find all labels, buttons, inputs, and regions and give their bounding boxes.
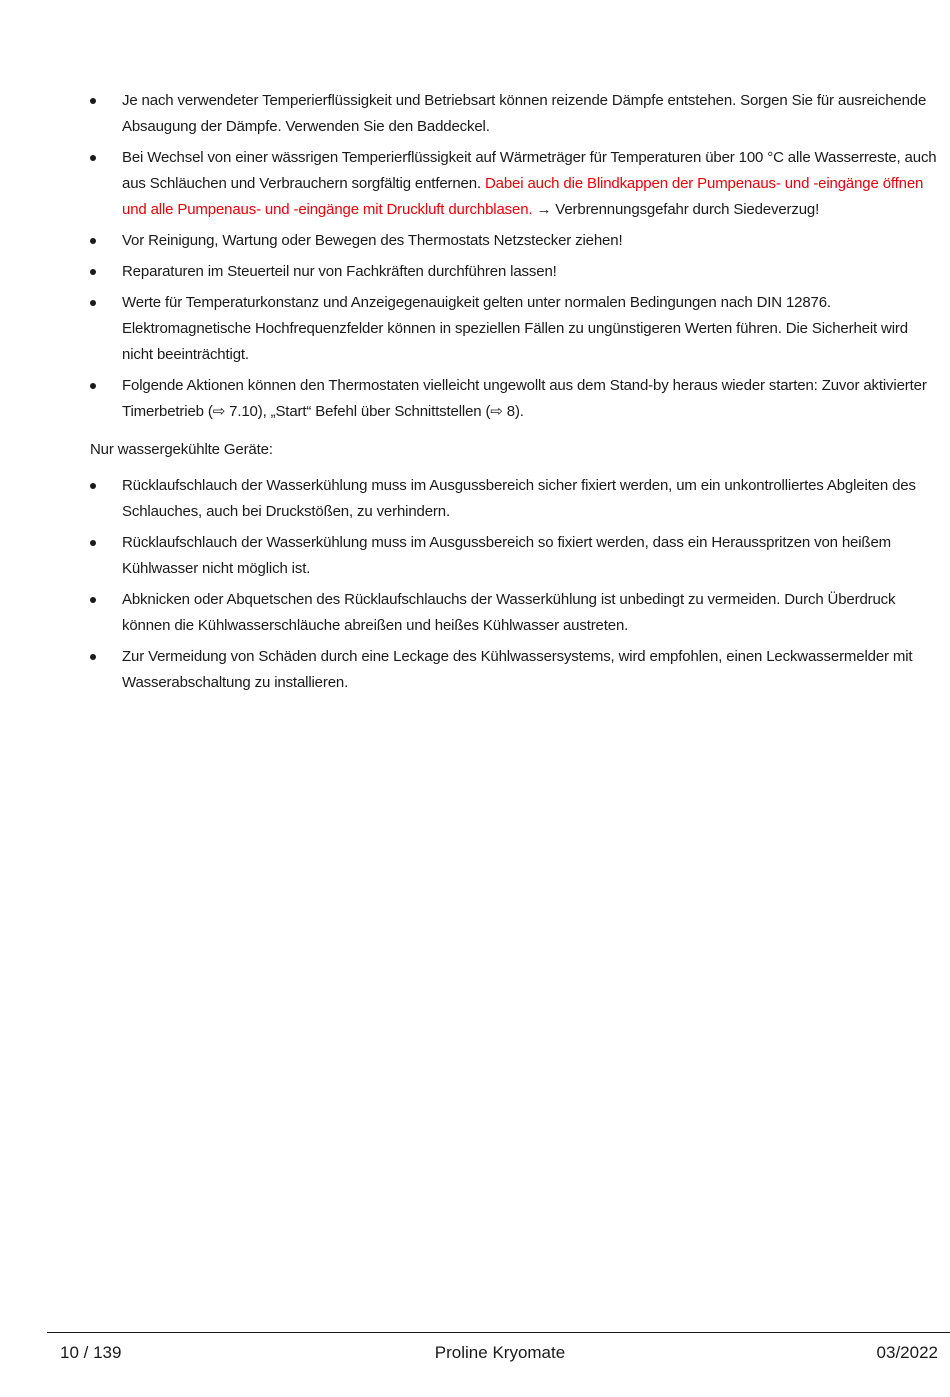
- list-item: [90, 587, 940, 639]
- list-item-text: Je nach verwendeter Temperierflüssigkeit und Betriebsart können reizende Dämpfe entstehen. Sorgen Sie für ausreichende Absaugung der Dämpfe. Verwenden Sie den Baddeckel.: [122, 92, 927, 135]
- list-item: [90, 644, 940, 696]
- section-subheading: Nur wassergekühlte Geräte:: [90, 441, 273, 458]
- list-item: [90, 259, 940, 285]
- document-body: [90, 88, 940, 701]
- footer-divider: [47, 1332, 950, 1333]
- safety-list-general: [90, 88, 940, 425]
- list-item: [90, 473, 940, 525]
- list-item: [90, 145, 940, 223]
- safety-list-water-cooled: [90, 473, 940, 696]
- list-item-text: Reparaturen im Steuerteil nur von Fachkräften durchführen lassen!: [122, 263, 557, 280]
- list-item: [90, 373, 940, 425]
- page-number: 10 / 139: [60, 1343, 122, 1362]
- list-item: [90, 228, 940, 254]
- list-item-text: Vor Reinigung, Wartung oder Bewegen des Thermostats Netzstecker ziehen!: [122, 232, 623, 249]
- warning-text: Dabei auch die Blindkappen der Pumpenaus- und -eingänge öffnen und alle Pumpenaus- und -eingänge mit Druckluft durchblasen.: [122, 175, 924, 218]
- product-name: Proline Kryomate: [434, 1343, 566, 1362]
- list-item: [90, 530, 940, 582]
- list-item-text: Rücklaufschlauch der Wasserkühlung muss im Ausgussbereich sicher fixiert werden, um ein unkontrolliertes Abgleiten des Schlauches, auch bei Druckstößen, zu verhindern.: [122, 477, 916, 520]
- list-item-text: Bei Wechsel von einer wässrigen Temperierflüssigkeit auf Wärmeträger für Temperaturen über 100 °C alle Wasserreste, auch aus Schläuchen und Verbrauchern sorgfältig entfernen.: [122, 149, 937, 192]
- list-item-text: Rücklaufschlauch der Wasserkühlung muss im Ausgussbereich so fixiert werden, dass ein Herausspritzen von heißem Kühlwasser nicht möglich ist.: [122, 534, 891, 577]
- list-item-text: Abknicken oder Abquetschen des Rücklaufschlauchs der Wasserkühlung ist unbedingt zu vermeiden. Durch Überdruck können die Kühlwasserschläuche abreißen und heißes Kühlwasser austreten.: [122, 591, 896, 634]
- list-item-text: Zur Vermeidung von Schäden durch eine Leckage des Kühlwassersystems, wird empfohlen, einen Leckwassermelder mit Wasserabschaltung zu installieren.: [122, 648, 913, 691]
- list-item: [90, 290, 940, 368]
- list-item: [90, 88, 940, 140]
- document-date: 03/2022: [876, 1343, 938, 1362]
- list-item-text: Werte für Temperaturkonstanz und Anzeigegenauigkeit gelten unter normalen Bedingungen nach DIN 12876. Elektromagnetische Hochfrequenzfelder können in speziellen Fällen zu ungünstigeren Werten führen. Die Sicherheit wird nicht beeinträchtigt.: [122, 294, 908, 363]
- list-item-text: Folgende Aktionen können den Thermostaten vielleicht ungewollt aus dem Stand-by heraus wieder starten: Zuvor aktivierter Timerbetrieb (⇨ 7.10), „Start“ Befehl über Schnittstellen (⇨ 8).: [122, 377, 927, 420]
- list-item-text: → Verbrennungsgefahr durch Siedeverzug!: [532, 201, 820, 218]
